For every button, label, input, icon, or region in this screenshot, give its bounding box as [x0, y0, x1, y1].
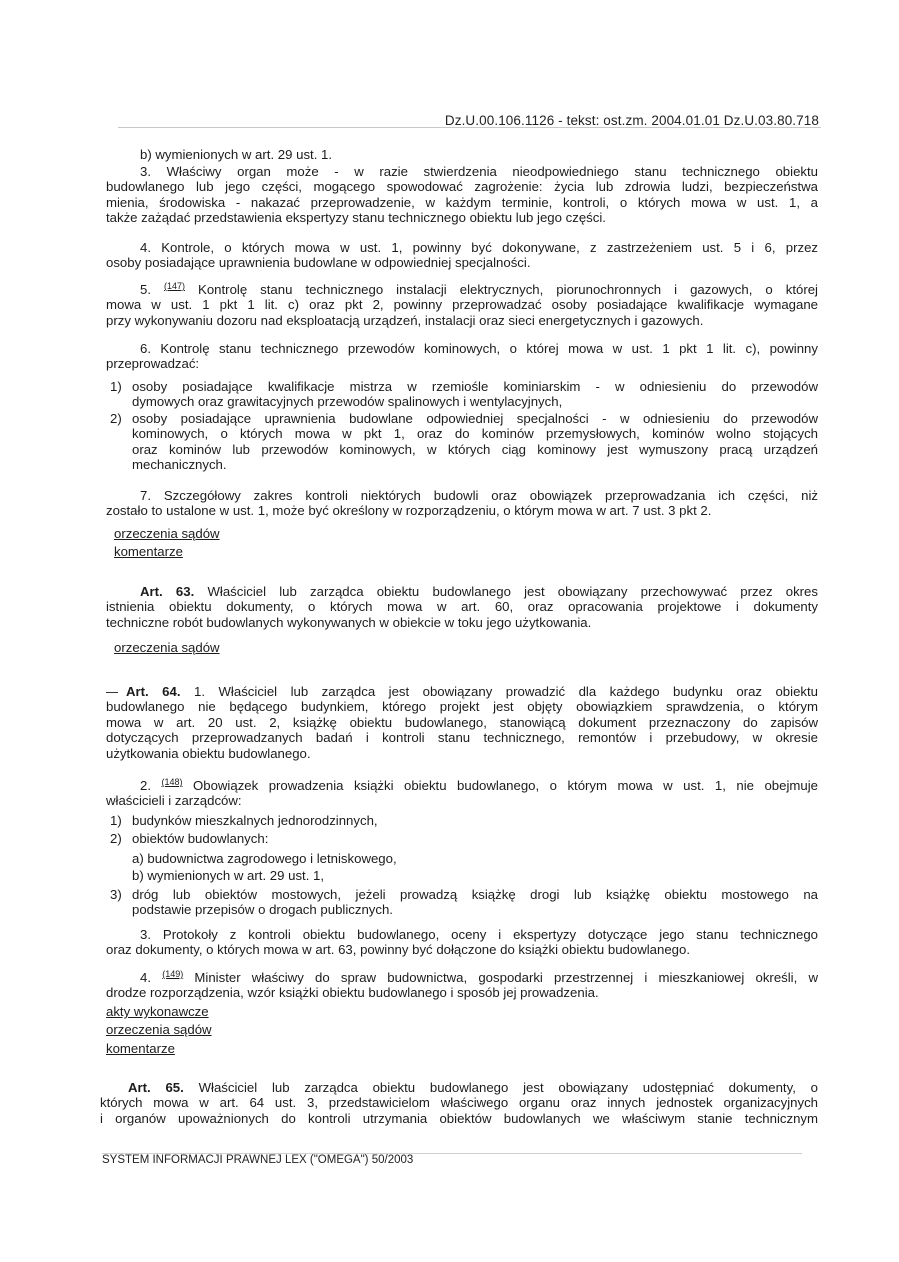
art64-item-3: 3) dróg lub obiektów mostowych, jeżeli prowadzą książkę drogi lub książkę obiektu mostowego na podstawie przepisów o drogach publicznych.	[110, 887, 818, 918]
art63-links	[114, 640, 826, 655]
art64-links	[106, 1004, 818, 1056]
art65-label: Art. 65.	[128, 1080, 184, 1095]
dash-marker	[106, 692, 118, 693]
page-header: Dz.U.00.106.1126 - tekst: ost.zm. 2004.01.01 Dz.U.03.80.718	[444, 113, 819, 128]
art63-label: Art. 63.	[140, 584, 195, 599]
art64-item-2a: a) budownictwa zagrodowego i letniskowego,	[132, 851, 397, 866]
art64-para1: Art. 64. 1. Właściciel lub zarządca jest obowiązany prowadzić dla każdego budynku oraz obiektu budowlanego nie będącego budynkiem, którego projekt jest objęty obowiązkiem sprawdzenia, o którym mowa w art. 20 ust. 2, książkę obiektu budowlanego, stanowiącą dokument przeznaczony do zapisów dotyczących przeprowadzanych badań i kontroli stanu technicznego, remontów i przebudowy, w okresie użytkowania obiektu budowlanego.	[106, 684, 818, 761]
footnote-ref-148[interactable]: (148)	[161, 777, 183, 787]
commentary-link[interactable]: komentarze	[106, 1040, 175, 1056]
art62-item-2: 2) osoby posiadające uprawnienia budowlane odpowiedniej specjalności - w odniesieniu do przewodów kominowych, o których mowa w pkt 1, oraz do kominów przemysłowych, kominów wolno stojących oraz kominów lub przewodów kominowych, w których ciąg kominowy jest wymuszony pracą urządzeń mechanicznych.	[110, 411, 818, 473]
art64-item-1: 1) budynków mieszkalnych jednorodzinnych,	[110, 813, 378, 828]
art64-para4: 4. $^{(149)}$ Minister właściwy do spraw budownictwa, gospodarki przestrzennej i mieszkaniowej określi, w drodze rozporządzenia, wzór książki obiektu budowlanego i sposób jej prowadzenia.	[106, 969, 818, 1001]
footnote-ref-147[interactable]: (147)	[164, 281, 186, 291]
art62-para4: 4. Kontrole, o których mowa w ust. 1, powinny być dokonywane, z zastrzeżeniem ust. 5 i 6, przez osoby posiadające uprawnienia budowlane w odpowiedniej specjalności.	[106, 240, 818, 271]
header-divider	[118, 127, 821, 128]
court-rulings-link[interactable]: orzeczenia sądów	[114, 526, 220, 541]
art62-para5: 5. $^{(147)}$ Kontrolę stanu technicznego instalacji elektrycznych, piorunochronnych i gazowych, o której mowa w ust. 1 pkt 1 lit. c) oraz pkt 2, powinny przeprowadzać osoby posiadające kwalifikacje wymagane przy wykonywaniu dozoru nad eksploatacją urządzeń, instalacji oraz sieci energetycznych i gazowych.	[106, 281, 818, 328]
art62-links	[114, 526, 826, 560]
art62-para3: 3. Właściwy organ może - w razie stwierdzenia nieodpowiedniego stanu technicznego obiektu budowlanego lub jego części, mogącego spowodować zagrożenie: życia lub zdrowia ludzi, bezpieczeństwa mienia, środowiska - nakazać przeprowadzenie, w każdym terminie, kontroli, o których mowa w ust. 1, a także zażądać przedstawienia ekspertyzy stanu technicznego obiektu lub jego części.	[106, 164, 818, 226]
art62-para7: 7. Szczegółowy zakres kontroli niektórych budowli oraz obowiązek przeprowadzania ich części, niż zostało to ustalone w ust. 1, może być określony w rozporządzeniu, o którym mowa w art. 7 ust. 3 pkt 2.	[106, 488, 818, 519]
art64-item-2: 2) obiektów budowlanych:	[110, 831, 269, 846]
court-rulings-link[interactable]: orzeczenia sądów	[106, 1022, 212, 1038]
art62-item-1: 1) osoby posiadające kwalifikacje mistrza w rzemiośle kominiarskim - w odniesieniu do przewodów dymowych oraz grawitacyjnych przewodów spalinowych i wentylacyjnych,	[110, 379, 818, 410]
art65: Art. 65. Właściciel lub zarządca obiektu budowlanego jest obowiązany udostępniać dokumenty, o których mowa w art. 64 ust. 3, przedstawicielom właściwego organu oraz innych jednostek organizacyjnych i organów upoważnionych do kontroli utrzymania obiektów budowlanych we właściwym stanie technicznym	[100, 1080, 818, 1126]
art64-label: Art. 64.	[126, 684, 181, 699]
commentary-link[interactable]: komentarze	[114, 544, 183, 560]
art64-para3: 3. Protokoły z kontroli obiektu budowlanego, oceny i ekspertyzy dotyczące jego stanu technicznego oraz dokumenty, o których mowa w art. 63, powinny być dołączone do książki obiektu budowlanego.	[106, 927, 818, 958]
art64-item-2b: b) wymienionych w art. 29 ust. 1,	[132, 868, 325, 883]
page-footer: SYSTEM INFORMACJI PRAWNEJ LEX ("OMEGA") 50/2003	[102, 1154, 414, 1166]
art62-para6: 6. Kontrolę stanu technicznego przewodów kominowych, o której mowa w ust. 1 pkt 1 lit. c), powinny przeprowadzać:	[106, 341, 818, 372]
court-rulings-link[interactable]: orzeczenia sądów	[114, 640, 220, 655]
art63: Art. 63. Właściciel lub zarządca obiektu budowlanego jest obowiązany przechowywać przez okres istnienia obiektu dokumenty, o których mowa w art. 60, oraz opracowania projektowe i dokumenty techniczne robót budowlanych wykonywanych w obiekcie w toku jego użytkowania.	[106, 584, 818, 630]
art64-para2: 2. $^{(148)}$ Obowiązek prowadzenia książki obiektu budowlanego, o którym mowa w ust. 1, nie obejmuje właścicieli i zarządców:	[106, 777, 818, 809]
footnote-ref-149[interactable]: (149)	[162, 969, 184, 979]
implementing-acts-link[interactable]: akty wykonawcze	[106, 1004, 209, 1019]
art62-letter-b: b) wymienionych w art. 29 ust. 1.	[140, 147, 333, 162]
